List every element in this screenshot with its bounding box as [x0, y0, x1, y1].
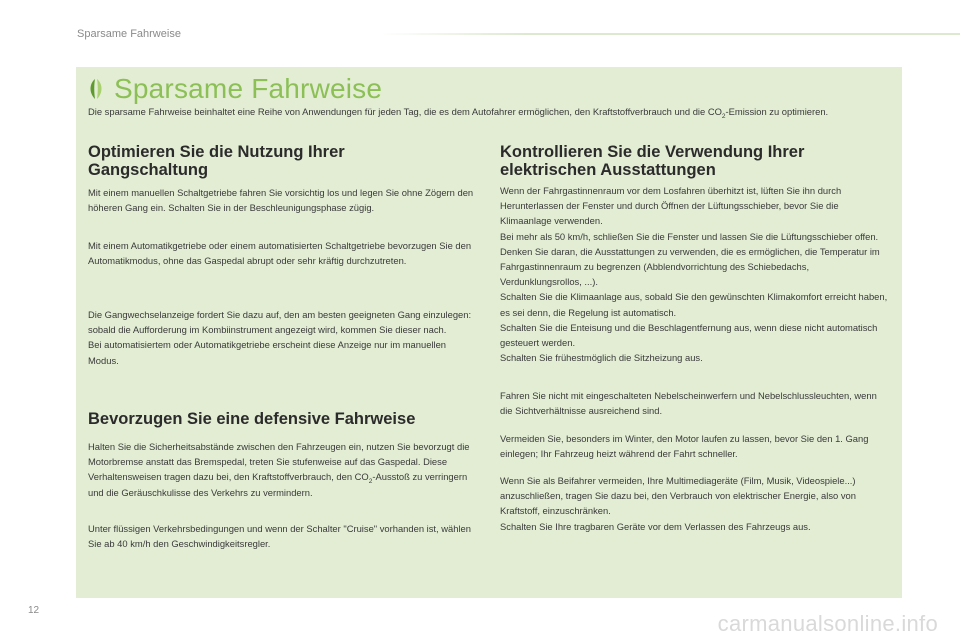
paragraph-seat-heating: Schalten Sie frühestmöglich die Sitzheizung aus.	[500, 352, 703, 364]
paragraph-air-conditioning: Schalten Sie die Klimaanlage aus, sobald Sie den gewünschten Klimakomfort erreicht haben, es sei denn, die Regelung ist automatisch.	[500, 291, 888, 318]
paragraph-windows: Bei mehr als 50 km/h, schließen Sie die Fenster und lassen Sie die Lüftungsschieber offen.	[500, 230, 879, 242]
heading-gearshift: Optimieren Sie die Nutzung Ihrer Gangschaltung	[88, 143, 345, 179]
paragraph-cruise-control: Unter flüssigen Verkehrsbedingungen und wenn der Schalter "Cruise" vorhanden ist, wählen Sie ab 40 km/h den Geschwindigkeitsregler.	[88, 523, 471, 550]
paragraph-fog-lights: Fahren Sie nicht mit eingeschalteten Nebelscheinwerfern und Nebelschlussleuchten, wenn die Sichtverhältnisse ausreichend sind.	[500, 390, 877, 417]
section-title-row	[86, 73, 382, 105]
paragraph-engine-idle: Vermeiden Sie, besonders im Winter, den Motor laufen zu lassen, bevor Sie den 1. Gang einlegen; Ihr Fahrzeug heizt während der Fahrt schneller.	[500, 433, 869, 460]
paragraph-gearshift-indicator-auto: Bei automatisiertem oder Automatikgetriebe erscheint diese Anzeige nur im manuellen Modus.	[88, 339, 447, 366]
heading-defensive-driving: Bevorzugen Sie eine defensive Fahrweise	[88, 410, 416, 428]
paragraph-gearshift-indicator: Die Gangwechselanzeige fordert Sie dazu auf, den am besten geeigneten Gang einzulegen: sobald die Aufforderung im Kombiinstrument angezeigt wird, kommen Sie dieser nach.	[88, 309, 472, 336]
page-number: 12	[28, 605, 40, 616]
paragraph-ventilation: Wenn der Fahrgastinnenraum vor dem Losfahren überhitzt ist, lüften Sie ihn durch Herunterlassen der Fenster und durch Öffnen der Lüftungsschieber, bevor Sie die Klimaanlage verwenden.	[500, 185, 842, 227]
paragraph-safe-distance: Halten Sie die Sicherheitsabstände zwischen den Fahrzeugen ein, nutzen Sie bevorzugt die Motorbremse anstatt das Bremspedal, treten Sie stufenweise auf das Gaspedal. Diese Verhaltensweisen tragen dazu bei, den Kraftstoffverbrauch, den $CO_2$-Ausstoß zu verringern und die Geräuschkulisse des Verkehrs zu vermindern.	[88, 441, 470, 498]
watermark: carmanualsonline.info	[717, 611, 938, 636]
left-column	[88, 143, 478, 179]
paragraph-portable-devices: Schalten Sie Ihre tragbaren Geräte vor dem Verlassen des Fahrzeugs aus.	[500, 520, 811, 532]
paragraph-manual-gearbox: Mit einem manuellen Schaltgetriebe fahren Sie vorsichtig los und legen Sie ohne Zögern den höheren Gang ein. Schalten Sie in der Beschleunigungsphase zügig.	[88, 187, 474, 214]
header-rule	[380, 33, 960, 35]
heading-electrical-equipment: Kontrollieren Sie die Verwendung Ihrer elektrischen Ausstattungen	[500, 143, 805, 179]
running-header: Sparsame Fahrweise	[77, 28, 181, 40]
paragraph-multimedia: Wenn Sie als Beifahrer vermeiden, Ihre Multimediageräte (Film, Musik, Videospiele...) anzuschließen, tragen Sie dazu bei, den Verbrauch von elektrischer Energie, also von Kraftstoff, einzuschränken.	[500, 475, 856, 517]
paragraph-defrosting: Schalten Sie die Enteisung und die Beschlagentfernung aus, wenn diese nicht automatisch gesteuert werden.	[500, 321, 878, 349]
section-title: Sparsame Fahrweise	[114, 73, 383, 104]
paragraph-automatic-gearbox: Mit einem Automatikgetriebe oder einem automatisierten Schaltgetriebe bevorzugen Sie den Automatikmodus, ohne das Gaspedal abrupt oder sehr kräftig durchzutreten.	[88, 240, 472, 267]
paragraph-shading: Denken Sie daran, die Ausstattungen zu verwenden, die es ermöglichen, die Temperatur im Fahrgastinnenraum zu begrenzen (Abblendvorrichtung des Schiebedachs, Verdunklungsrollos, ...).	[500, 245, 880, 288]
leaf-icon	[86, 77, 106, 101]
intro-text: Die sparsame Fahrweise beinhaltet eine Reihe von Anwendungen für jeden Tag, die es dem Autofahrer ermöglichen, den Kraftstoffverbrauch und die $CO_2$-Emission zu optimieren.	[88, 106, 829, 120]
right-column	[500, 143, 890, 179]
